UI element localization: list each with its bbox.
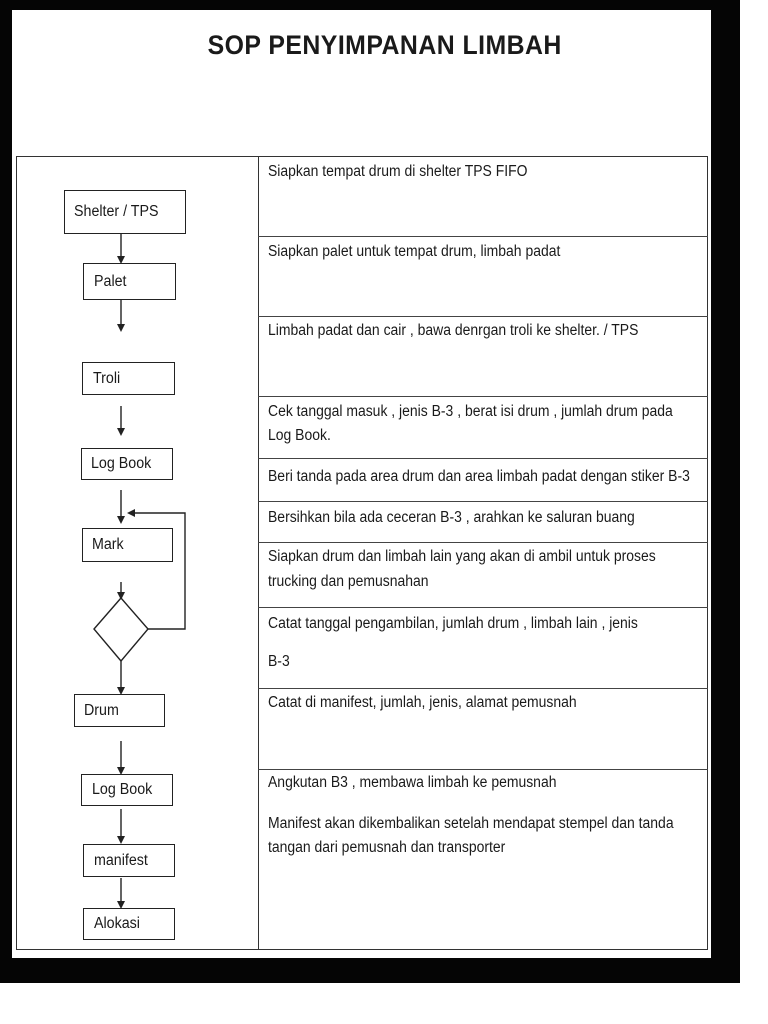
flow-box-drum xyxy=(74,694,165,727)
step-4-text-line-2: Log Book. xyxy=(268,427,331,444)
flow-box-label: Mark xyxy=(92,536,124,553)
page-title: SOP PENYIMPANAN LIMBAH xyxy=(207,30,562,60)
flow-box-label: Drum xyxy=(84,701,119,719)
step-7-text-line-2: trucking dan pemusnahan xyxy=(268,573,429,590)
step-8-text-line-1: Catat tanggal pengambilan, jumlah drum , limbah lain , jenis xyxy=(268,615,638,632)
scan-frame-top xyxy=(0,0,740,10)
step-3-text: Limbah padat dan cair , bawa denrgan troli ke shelter. / TPS xyxy=(268,322,639,339)
table-row-divider xyxy=(258,316,708,317)
flow-box-label: Troli xyxy=(93,369,121,387)
table-row-divider xyxy=(258,501,708,502)
step-7-text-line-1: Siapkan drum dan limbah lain yang akan di ambil untuk proses xyxy=(268,548,656,565)
table-column-divider xyxy=(258,156,259,950)
table-row-divider xyxy=(258,607,708,608)
step-6-text: Bersihkan bila ada ceceran B-3 , arahkan ke saluran buang xyxy=(268,509,635,526)
scan-frame-bottom xyxy=(0,958,740,983)
flow-box-log-book-2 xyxy=(81,774,173,806)
table-row-divider xyxy=(258,458,708,459)
flow-box-label: Alokasi xyxy=(94,915,140,932)
table-row-divider xyxy=(258,542,708,543)
step-10-text-line-3: tangan dari pemusnah dan transporter xyxy=(268,839,506,856)
step-9-text: Catat di manifest, jumlah, jenis, alamat pemusnah xyxy=(268,694,577,711)
flow-box-log-book xyxy=(81,448,173,480)
flow-box-label: Log Book xyxy=(91,455,152,472)
scan-frame-right xyxy=(711,0,740,983)
step-10-text-line-1: Angkutan B3 , membawa limbah ke pemusnah xyxy=(268,774,557,791)
table-row-divider xyxy=(258,688,708,689)
step-2-text: Siapkan palet untuk tempat drum, limbah padat xyxy=(268,243,561,260)
flow-box-manifest xyxy=(83,844,175,877)
table-row-divider xyxy=(258,769,708,770)
step-4-text-line-1: Cek tanggal masuk , jenis B-3 , berat isi drum , jumlah drum pada xyxy=(268,403,673,420)
flow-box-shelter-tps xyxy=(64,190,186,234)
flow-box-palet xyxy=(83,263,176,300)
step-5-text: Beri tanda pada area drum dan area limbah padat dengan stiker B-3 xyxy=(268,468,690,485)
flow-box-label: Palet xyxy=(94,272,127,290)
table-row-divider xyxy=(258,396,708,397)
table-row-divider xyxy=(258,236,708,237)
step-10-text-line-2: Manifest akan dikembalikan setelah mendapat stempel dan tanda xyxy=(268,815,674,832)
scan-frame-left xyxy=(0,0,12,983)
flow-box-alokasi xyxy=(83,908,175,940)
flow-box-label: Log Book xyxy=(92,781,153,798)
step-8-text-line-2: B-3 xyxy=(268,653,290,670)
flow-box-label: manifest xyxy=(94,851,148,869)
flow-box-label: Shelter / TPS xyxy=(74,203,159,220)
flow-box-mark xyxy=(82,528,173,562)
flow-box-troli xyxy=(82,362,175,395)
step-1-text: Siapkan tempat drum di shelter TPS FIFO xyxy=(268,163,528,180)
